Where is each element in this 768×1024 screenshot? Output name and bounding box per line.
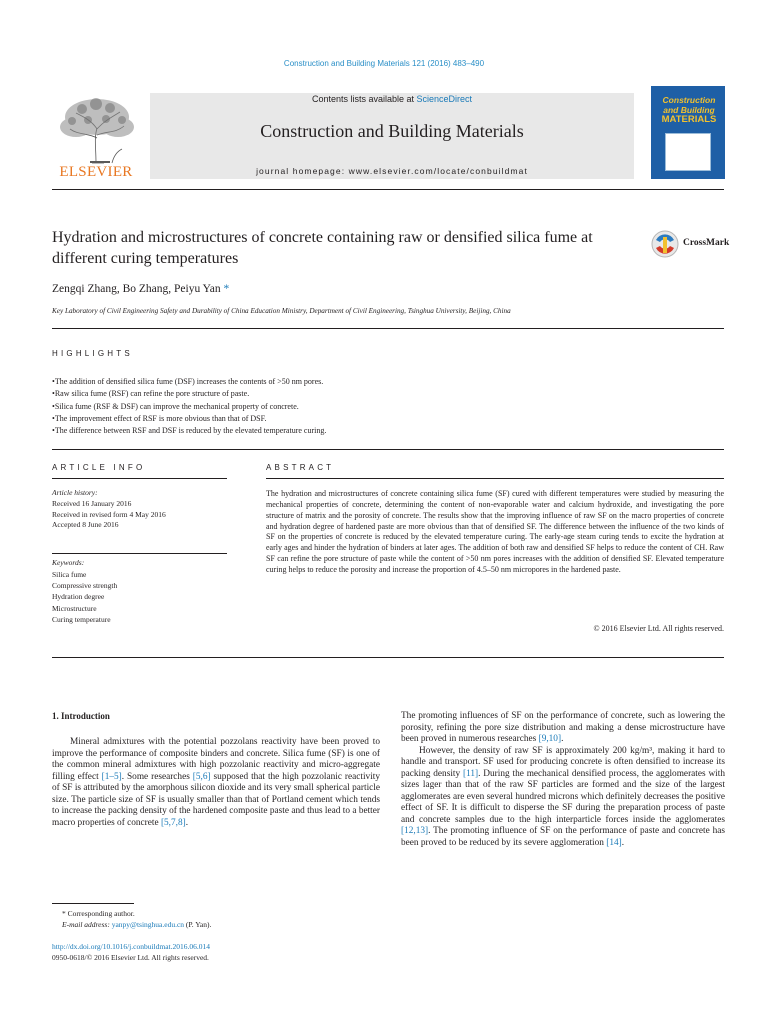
keywords-list	[52, 569, 117, 625]
abstract-copyright: © 2016 Elsevier Ltd. All rights reserved.	[593, 624, 724, 633]
title-divider	[52, 328, 724, 329]
highlights-list	[52, 376, 724, 437]
intro-column-right	[401, 711, 725, 849]
doi-link[interactable]: http://dx.doi.org/10.1016/j.conbuildmat.2016.06.014	[52, 942, 210, 951]
email-label: E-mail address:	[62, 920, 112, 929]
article-title: Hydration and microstructures of concrete containing raw or densified silica fume at different curing temperatures	[52, 229, 593, 267]
highlights-heading: HIGHLIGHTS	[52, 349, 133, 358]
intro-paragraph-right-2: However, the density of raw SF is approximately 200 kg/m³, making it hard to handle and transport. SF used for producing concrete is often densified to increase its packing density [11]. During the mechanical densified process, the agglomerates with sizes lager than that of the raw SF particles are formed and the size of the largest agglomerates are even several hundred microns which definitely decreases the positive effect of SF. It is difficult to disperse the SF during the preparation process of paste and concrete samples due to the high interparticle forces inside the agglomerates [12,13]. The promoting influence of SF on the performance of paste and concrete has been proved to be reduced by its severe agglomeration [14].	[401, 745, 725, 848]
author-names: Zengqi Zhang, Bo Zhang, Peiyu Yan	[52, 283, 221, 295]
contents-availability	[150, 94, 634, 104]
citation-link[interactable]: [11]	[462, 768, 479, 779]
abstract-end-divider	[52, 657, 724, 658]
intro-paragraph-left: Mineral admixtures with the potential pozzolans reactivity have been proved to improve the performance of composite binders and concrete. Silica fume (SF) is one of the common mineral admixtures with high pozzolanic reactivity and micro-aggregate filling effect [1–5]. Some researches [5,6] supposed that the high pozzolanic reactivity of SF is attributed by the amorphous silicon dioxide and its very small spherical particle size. The particle size of SF is usually smaller than that of Portland cement which tends to increase the packing density of the hardened composite paste and thus lead to a better macro properties of concrete [5,7,8].	[52, 737, 381, 828]
footnote	[52, 908, 211, 930]
author-affiliation: Key Laboratory of Civil Engineering Safety and Durability of China Education Ministry, Department of Civil Engineering, Tsinghua University, Beijing, China	[52, 307, 511, 315]
history-item: Accepted 8 June 2016	[52, 520, 119, 529]
cover-title	[655, 95, 723, 125]
cover-title-line2: and Building	[663, 105, 715, 115]
keywords-label: Keywords:	[52, 558, 85, 567]
highlight-item: • The difference between RSF and DSF is reduced by the elevated temperature curing.	[52, 425, 724, 437]
history-item: Received 16 January 2016	[52, 499, 132, 508]
cover-title-line1: Construction	[662, 95, 716, 105]
keyword-item: Compressive strength	[52, 581, 118, 591]
citation-link[interactable]: [12,13]	[401, 826, 429, 836]
article-history-list	[52, 499, 166, 531]
footnote-divider	[52, 903, 134, 904]
history-item: Received in revised form 4 May 2016	[52, 509, 166, 519]
email-link[interactable]: yanpy@tsinghua.edu.cn	[111, 920, 185, 929]
abstract-heading: ABSTRACT	[266, 463, 335, 472]
article-info-divider	[52, 478, 227, 479]
journal-title: Construction and Building Materials	[260, 121, 524, 141]
highlight-item: • Raw silica fume (RSF) can refine the pore structure of paste.	[52, 388, 724, 400]
article-info-heading: ARTICLE INFO	[52, 463, 146, 472]
citation-link[interactable]: [5,6]	[192, 771, 211, 782]
contents-prefix: Contents lists available at	[311, 94, 417, 104]
citation-link[interactable]: [14]	[606, 837, 622, 848]
keywords-divider	[52, 553, 227, 554]
introduction-heading: 1. Introduction	[52, 711, 110, 721]
corresponding-author-text: Corresponding author.	[67, 909, 135, 918]
highlight-item: • The improvement effect of RSF is more obvious than that of DSF.	[52, 413, 724, 425]
intro-paragraph-right-1: The promoting influences of SF on the performance of concrete, such as lowering the porosity, refining the pore size distribution and making a dense microstructure have been proved in numerous researches [9,10].	[401, 711, 725, 744]
issn-copyright: 0950-0618/© 2016 Elsevier Ltd. All rights reserved.	[52, 953, 209, 962]
sciencedirect-link[interactable]: ScienceDirect	[416, 94, 473, 104]
footnote-star: *	[62, 909, 66, 918]
header-divider	[52, 189, 724, 190]
citation-link[interactable]: [1–5]	[101, 771, 122, 782]
author-list	[52, 283, 229, 295]
abstract-body: The hydration and microstructures of concrete containing silica fume (SF) cured with different temperatures were studied by measuring the mechanical properties of concrete, determining the content of non-evaporable water and calcium hydroxide, and investigating the pore structure of matrix and the porosity of concrete. The results show that the improving influence of raw SF on the macro properties of concrete and hydration degree of hardened paste are more obvious than that of densified SF. The difference between the influence of the two kinds of SF on the properties of concrete is reduced by the elevated temperature curing. The early-age steam curing tends to excite the hydration at early ages and hinder the hydration of binders at later ages. The addition of both raw and densified SF helps to reduce the content of CH. Raw SF can refine the pore structure of paste while the content of >50 nm pores increases with the addition of densified SF. Elevated temperature curing helps to reduce the porosity and increase the proportion of 4.5–50 nm micropores in the hardened paste.	[266, 489, 724, 574]
highlight-item: • The addition of densified silica fume (DSF) increases the contents of >50 nm pores.	[52, 376, 724, 388]
journal-cover	[651, 86, 725, 179]
citation-link[interactable]: [9,10]	[538, 734, 562, 744]
abstract-divider	[266, 478, 724, 479]
corresponding-author-marker[interactable]: *	[223, 283, 230, 295]
keyword-item: Microstructure	[52, 603, 97, 613]
corresponding-author-note	[52, 908, 211, 919]
keyword-item: Curing temperature	[52, 614, 111, 624]
keyword-item: Silica fume	[52, 570, 87, 579]
crossmark-label[interactable]: CrossMark	[683, 238, 730, 248]
journal-reference[interactable]: Construction and Building Materials 121 (2016) 483–490	[283, 59, 485, 68]
highlight-item: • Silica fume (RSF & DSF) can improve the mechanical property of concrete.	[52, 401, 724, 413]
article-history-label: Article history:	[52, 488, 98, 497]
highlights-divider	[52, 449, 724, 450]
cover-sheet	[665, 133, 711, 171]
citation-link[interactable]: [5,7,8]	[160, 817, 186, 828]
cover-title-line3: MATERIALS	[661, 114, 717, 125]
keyword-item: Hydration degree	[52, 592, 105, 602]
email-line	[52, 919, 211, 930]
elsevier-wordmark: ELSEVIER	[59, 164, 133, 180]
email-suffix: (P. Yan).	[184, 920, 212, 929]
journal-homepage[interactable]: journal homepage: www.elsevier.com/locate/conbuildmat	[256, 166, 528, 176]
